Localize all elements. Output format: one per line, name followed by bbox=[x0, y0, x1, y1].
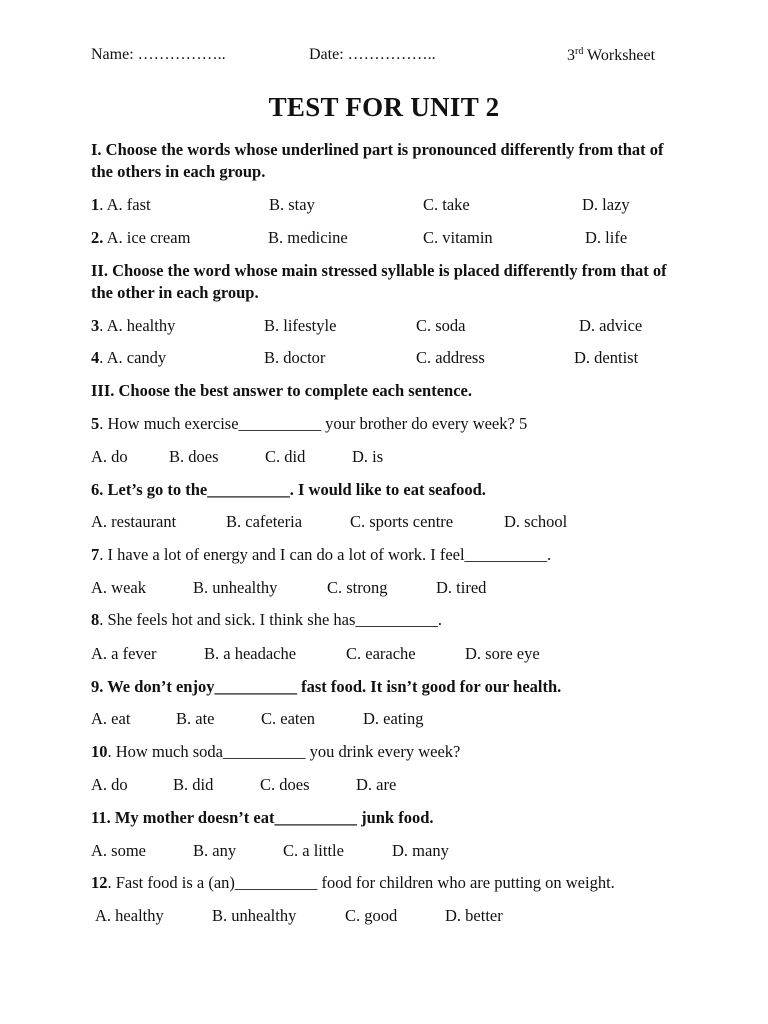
question-text: . How much exercise__________ your brother do every week? 5 bbox=[99, 414, 528, 433]
option-c: C. strong bbox=[327, 578, 388, 597]
question-text: . My mother doesn’t eat__________ junk food. bbox=[106, 808, 434, 827]
question-1 bbox=[91, 195, 151, 215]
date-field: Date: …………….. bbox=[309, 46, 436, 63]
option-a: A. a fever bbox=[91, 644, 157, 663]
option-d: D. advice bbox=[579, 316, 643, 335]
question-10 bbox=[91, 742, 460, 762]
option-b: B. doctor bbox=[264, 348, 326, 367]
section-1-heading: I. Choose the words whose underlined part is pronounced differently from that of the others in each group. bbox=[91, 140, 664, 181]
option-c: C. earache bbox=[346, 644, 416, 663]
option-b: B. cafeteria bbox=[226, 512, 303, 531]
question-number: 12 bbox=[91, 873, 108, 892]
option-c: C. sports centre bbox=[350, 512, 454, 531]
question-text: . I have a lot of energy and I can do a lot of work. I feel__________. bbox=[99, 545, 552, 564]
option-d: D. school bbox=[504, 512, 568, 531]
question-4 bbox=[91, 348, 166, 368]
option-c: C. address bbox=[416, 348, 485, 367]
worksheet-text: Worksheet bbox=[583, 47, 656, 64]
option-d: D. lazy bbox=[582, 195, 630, 214]
option-d: D. are bbox=[356, 775, 397, 794]
question-number: 2. bbox=[91, 228, 104, 247]
section-3-heading: III. Choose the best answer to complete each sentence. bbox=[91, 381, 472, 400]
option-b: B. unhealthy bbox=[212, 906, 297, 925]
question-7 bbox=[91, 545, 551, 565]
page-title: TEST FOR UNIT 2 bbox=[268, 92, 500, 122]
option-c: C. soda bbox=[416, 316, 466, 335]
question-2 bbox=[91, 228, 190, 248]
option-c: C. did bbox=[265, 447, 306, 466]
worksheet-label bbox=[567, 46, 655, 65]
question-number: 3 bbox=[91, 316, 100, 335]
option-d: D. better bbox=[445, 906, 503, 925]
option-b: B. a headache bbox=[204, 644, 297, 663]
question-3 bbox=[91, 316, 175, 336]
option-a: A. eat bbox=[91, 709, 131, 728]
option-b: B. unhealthy bbox=[193, 578, 278, 597]
option-b: B. lifestyle bbox=[264, 316, 337, 335]
option-d: D. many bbox=[392, 841, 449, 860]
question-number: 9 bbox=[91, 677, 100, 696]
question-number: 4 bbox=[91, 348, 100, 367]
option-d: D. is bbox=[352, 447, 384, 466]
option-c: C. a little bbox=[283, 841, 344, 860]
question-number: 5 bbox=[91, 414, 100, 433]
question-5 bbox=[91, 414, 527, 434]
option-b: B. stay bbox=[269, 195, 315, 214]
option-a: A. do bbox=[91, 775, 128, 794]
option-d: D. life bbox=[585, 228, 628, 247]
option-b: B. did bbox=[173, 775, 214, 794]
question-text: . She feels hot and sick. I think she has__________. bbox=[99, 610, 443, 629]
option-c: C. eaten bbox=[261, 709, 316, 728]
option-a: A. ice cream bbox=[103, 228, 191, 247]
option-d: D. tired bbox=[436, 578, 487, 597]
question-number: 6 bbox=[91, 480, 100, 499]
question-text: . Let’s go to the__________. I would like to eat seafood. bbox=[99, 480, 486, 499]
option-d: D. sore eye bbox=[465, 644, 540, 663]
question-12 bbox=[91, 873, 615, 893]
option-b: B. any bbox=[193, 841, 237, 860]
question-text: . We don’t enjoy__________ fast food. It isn’t good for our health. bbox=[99, 677, 562, 696]
worksheet-number: 3 bbox=[567, 47, 575, 64]
question-number: 7 bbox=[91, 545, 100, 564]
option-a: . A. fast bbox=[99, 195, 151, 214]
question-11 bbox=[91, 808, 434, 828]
section-2-heading: II. Choose the word whose main stressed syllable is placed differently from that of the other in each group. bbox=[91, 261, 667, 302]
question-9 bbox=[91, 677, 561, 697]
option-a: . A. candy bbox=[99, 348, 167, 367]
question-number: 10 bbox=[91, 742, 108, 761]
option-b: B. medicine bbox=[268, 228, 348, 247]
option-a: A. weak bbox=[91, 578, 146, 597]
worksheet-ordinal: rd bbox=[575, 46, 584, 57]
question-6 bbox=[91, 480, 486, 500]
question-number: 1 bbox=[91, 195, 100, 214]
question-8 bbox=[91, 610, 442, 630]
option-c: C. good bbox=[345, 906, 398, 925]
option-c: C. take bbox=[423, 195, 470, 214]
option-b: B. ate bbox=[176, 709, 215, 728]
option-a: A. restaurant bbox=[91, 512, 177, 531]
option-c: C. does bbox=[260, 775, 310, 794]
option-b: B. does bbox=[169, 447, 219, 466]
question-text: . Fast food is a (an)__________ food for children who are putting on weight. bbox=[107, 873, 615, 892]
question-number: 11 bbox=[91, 808, 107, 827]
question-number: 8 bbox=[91, 610, 100, 629]
option-a: . A. healthy bbox=[99, 316, 176, 335]
name-field: Name: …………….. bbox=[91, 46, 226, 63]
option-a: A. some bbox=[91, 841, 146, 860]
question-text: . How much soda__________ you drink every week? bbox=[107, 742, 461, 761]
option-d: D. dentist bbox=[574, 348, 639, 367]
option-c: C. vitamin bbox=[423, 228, 493, 247]
option-a: A. do bbox=[91, 447, 128, 466]
option-d: D. eating bbox=[363, 709, 424, 728]
option-a: A. healthy bbox=[95, 906, 164, 925]
